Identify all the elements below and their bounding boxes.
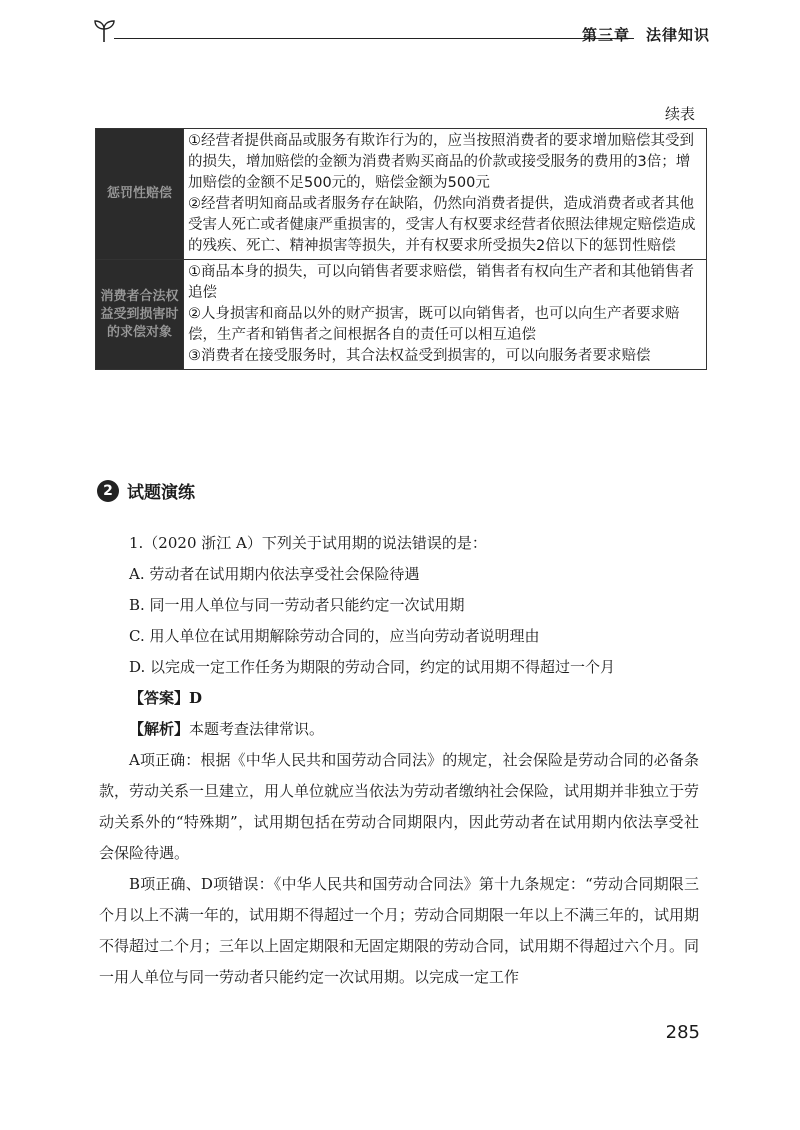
analysis-intro: 本题考查法律常识。 — [189, 720, 325, 738]
question-block — [99, 528, 699, 993]
section-heading — [97, 478, 195, 503]
analysis-paragraph: A项正确：根据《中华人民共和国劳动合同法》的规定，社会保险是劳动合同的必备条款，劳动关系一旦建立，用人单位就应当依法为劳动者缴纳社会保险，试用期并非独立于劳动关系外的“特殊期”，试用期包括在劳动合同期限内，因此劳动者在试用期内依法享受社会保险待遇。 — [99, 751, 700, 862]
analysis-line — [99, 714, 699, 745]
option-d: D. 以完成一定工作任务为期限的劳动合同，约定的试用期不得超过一个月 — [129, 658, 616, 676]
answer-value: D — [189, 689, 203, 707]
sprout-icon — [92, 18, 118, 44]
page-header — [92, 18, 710, 48]
row-content — [184, 129, 707, 260]
header-rule — [114, 38, 634, 39]
continued-label: 续表 — [664, 105, 695, 123]
chapter-title: 第三章 法律知识 — [581, 26, 710, 44]
option-b: B. 同一用人单位与同一劳动者只能约定一次试用期 — [129, 596, 465, 614]
answer-label: 【答案】 — [129, 689, 190, 707]
table-line: ①商品本身的损失，可以向销售者要求赔偿，销售者有权向生产者和其他销售者追偿 — [188, 264, 694, 301]
section-title: 试题演练 — [127, 483, 195, 503]
row-heading: 惩罚性赔偿 — [96, 129, 184, 260]
table-line: ②人身损害和商品以外的财产损害，既可以向销售者，也可以向生产者要求赔偿，生产者和销售者之间根据各自的责任可以相互追偿 — [188, 306, 680, 343]
question-stem: 1.（2020 浙江 A）下列关于试用期的说法错误的是： — [129, 534, 487, 552]
page-number: 285 — [665, 1022, 700, 1043]
table-line: ②经营者明知商品或者服务存在缺陷，仍然向消费者提供，造成消费者或者其他受害人死亡或者健康严重损害的，受害人有权要求经营者依照法律规定赔偿造成的残疾、死亡、精神损害等损失，并有权要求所受损失2倍以下的惩罚性赔偿 — [188, 196, 696, 254]
analysis-paragraph: B项正确、D项错误：《中华人民共和国劳动合同法》第十九条规定：“劳动合同期限三个月以上不满一年的，试用期不得超过一个月；劳动合同期限一年以上不满三年的，试用期不得超过二个月；三年以上固定期限和无固定期限的劳动合同，试用期不得超过六个月。同一用人单位与同一劳动者只能约定一次试用期。以完成一定工作 — [99, 875, 700, 986]
row-content — [184, 260, 707, 370]
table-row — [96, 260, 707, 370]
option-c: C. 用人单位在试用期解除劳动合同的，应当向劳动者说明理由 — [129, 627, 540, 645]
row-heading: 消费者合法权益受到损害时的求偿对象 — [96, 260, 184, 370]
table-line: ③消费者在接受服务时，其合法权益受到损害的，可以向服务者要求赔偿 — [188, 348, 651, 364]
table-row — [96, 129, 707, 260]
option-a: A. 劳动者在试用期内依法享受社会保险待遇 — [129, 565, 420, 583]
analysis-label: 【解析】 — [129, 720, 190, 738]
law-table — [95, 128, 707, 370]
section-number-badge: 2 — [97, 480, 119, 502]
answer-line — [99, 683, 699, 714]
table-line: ①经营者提供商品或服务有欺诈行为的，应当按照消费者的要求增加赔偿其受到的损失，增加赔偿的金额为消费者购买商品的价款或接受服务的费用的3倍；增加赔偿的金额不足500元的，赔偿金额为500元 — [188, 133, 694, 191]
